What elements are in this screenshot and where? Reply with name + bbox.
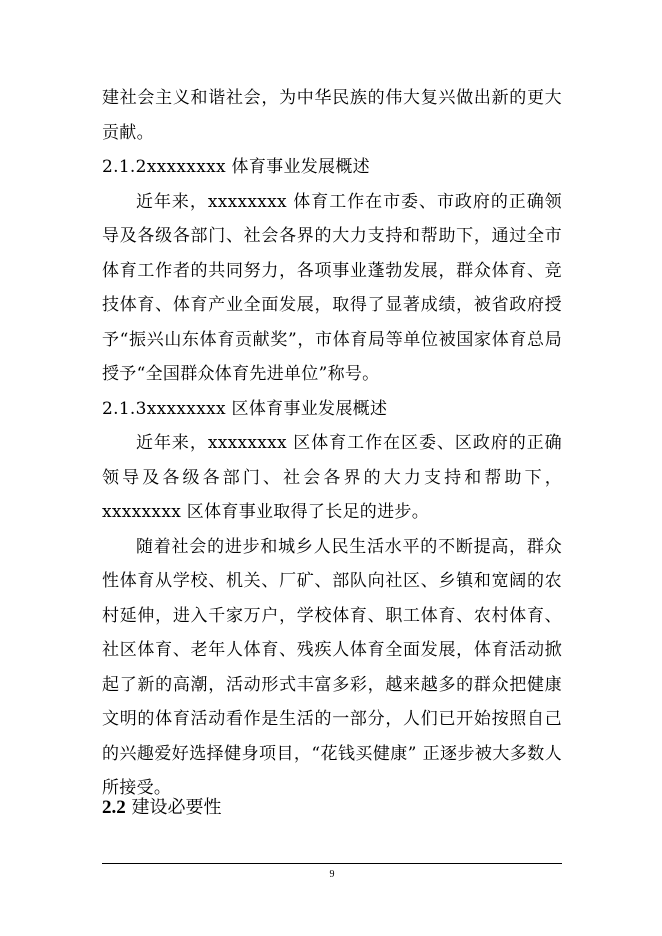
paragraph-district-sports-overview: 近年来，xxxxxxxx 区体育工作在区委、区政府的正确领导及各级各部门、社会各界的大力支持和帮助下，xxxxxxxx 区体育事业取得了长足的进步。 — [102, 433, 562, 522]
paragraph-continuation: 建社会主义和谐社会，为中华民族的伟大复兴做出新的更大贡献。 — [102, 88, 562, 143]
body-text — [102, 81, 562, 806]
footer-divider — [102, 863, 562, 864]
section-title: 建设必要性 — [131, 797, 222, 818]
paragraph-city-sports-overview: 近年来，xxxxxxxx 体育工作在市委、市政府的正确领导及各级各部门、社会各界的大力支持和帮助下，通过全市体育工作者的共同努力，各项事业蓬勃发展，群众体育、竞技体育、体育产业全面发展，取得了显著成绩，被省政府授予“振兴山东体育贡献奖”，市体育局等单位被国家体育总局授予“全国群众体育先进单位”称号。 — [102, 191, 562, 384]
section-heading-2-2 — [102, 793, 221, 823]
paragraph-mass-sports-development: 随着社会的进步和城乡人民生活水平的不断提高，群众性体育从学校、机关、厂矿、部队向社区、乡镇和宽阔的农村延伸，进入千家万户，学校体育、职工体育、农村体育、社区体育、老年人体育、残疾人体育全面发展，体育活动掀起了新的高潮，活动形式丰富多彩，越来越多的群众把健康文明的体育活动看作是生活的一部分，人们已开始按照自己的兴趣爱好选择健身项目，“花钱买健康” 正逐步被大多数人所接受。 — [102, 536, 562, 798]
heading-2-1-3: 2.1.3xxxxxxxx 区体育事业发展概述 — [102, 398, 388, 419]
heading-2-1-2: 2.1.2xxxxxxxx 体育事业发展概述 — [102, 157, 370, 177]
page-number: 9 — [329, 869, 335, 880]
section-number: 2.2 — [102, 797, 126, 818]
